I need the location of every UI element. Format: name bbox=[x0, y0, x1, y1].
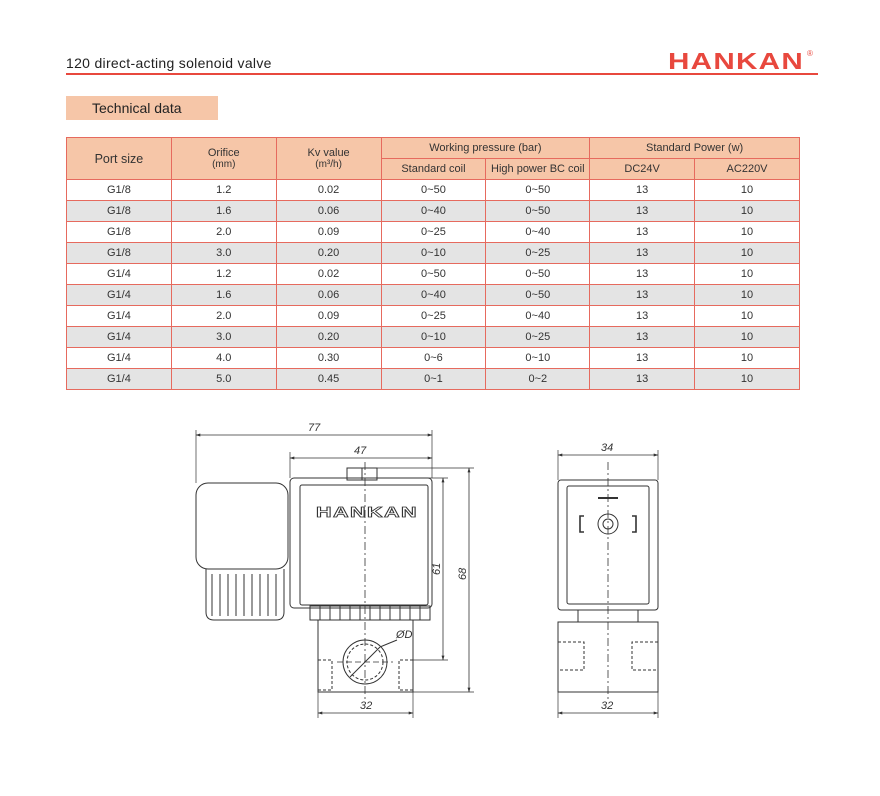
orifice-unit: (mm) bbox=[212, 159, 236, 170]
table-cell: 10 bbox=[695, 285, 800, 306]
table-cell: G1/8 bbox=[67, 180, 172, 201]
table-cell: 10 bbox=[695, 306, 800, 327]
coil-housing bbox=[290, 478, 432, 608]
table-cell: G1/4 bbox=[67, 327, 172, 348]
table-cell: 0~50 bbox=[486, 180, 590, 201]
table-cell: 0~1 bbox=[381, 369, 486, 390]
dim-height-inner: 61 bbox=[431, 562, 443, 575]
side-dim-top-width: 34 bbox=[601, 442, 614, 454]
table-cell: 13 bbox=[590, 369, 695, 390]
table-cell: 0.06 bbox=[276, 285, 381, 306]
connector-plug bbox=[196, 483, 288, 569]
col-ac220v: AC220V bbox=[695, 159, 800, 180]
side-dim-body-width: 32 bbox=[601, 700, 614, 712]
document-title: 120 direct-acting solenoid valve bbox=[66, 55, 272, 71]
registered-mark: ® bbox=[807, 49, 813, 58]
table-cell: 0~10 bbox=[381, 327, 486, 348]
table-cell: 1.6 bbox=[171, 201, 276, 222]
table-cell: 0~25 bbox=[381, 222, 486, 243]
table-cell: 0~25 bbox=[486, 327, 590, 348]
orifice-label: Orifice bbox=[207, 147, 240, 159]
port-diameter-label: ØD bbox=[396, 629, 413, 641]
table-cell: 0.06 bbox=[276, 201, 381, 222]
table-cell: 0.20 bbox=[276, 327, 381, 348]
table-cell: 0~2 bbox=[486, 369, 590, 390]
table-cell: 13 bbox=[590, 201, 695, 222]
table-cell: 10 bbox=[695, 369, 800, 390]
table-cell: 13 bbox=[590, 243, 695, 264]
table-cell: 10 bbox=[695, 264, 800, 285]
side-view bbox=[558, 450, 658, 718]
table-cell: 10 bbox=[695, 222, 800, 243]
dim-coil-width: 47 bbox=[354, 445, 367, 457]
table-cell: 0~50 bbox=[486, 264, 590, 285]
table-cell: 0.45 bbox=[276, 369, 381, 390]
table-cell: 13 bbox=[590, 348, 695, 369]
table-cell: 0~50 bbox=[486, 285, 590, 306]
table-cell: 2.0 bbox=[171, 222, 276, 243]
table-cell: 1.2 bbox=[171, 180, 276, 201]
side-view-labels bbox=[601, 442, 613, 712]
table-cell: G1/8 bbox=[67, 243, 172, 264]
logo-text: HANKAN bbox=[668, 48, 804, 72]
table-cell: 2.0 bbox=[171, 306, 276, 327]
table-cell: 1.2 bbox=[171, 264, 276, 285]
dim-overall-width: 77 bbox=[308, 422, 321, 434]
table-cell: 0.09 bbox=[276, 222, 381, 243]
table-cell: G1/4 bbox=[67, 264, 172, 285]
col-high-power-coil: High power BC coil bbox=[486, 159, 590, 180]
col-port-size: Port size bbox=[67, 138, 172, 180]
table-cell: 0~40 bbox=[486, 306, 590, 327]
table-cell: 0~40 bbox=[381, 285, 486, 306]
table-cell: 3.0 bbox=[171, 243, 276, 264]
table-cell: 0.02 bbox=[276, 180, 381, 201]
coil-brand-label: HANKAN bbox=[316, 504, 418, 521]
table-cell: 13 bbox=[590, 285, 695, 306]
table-cell: G1/8 bbox=[67, 222, 172, 243]
table-cell: 10 bbox=[695, 180, 800, 201]
table-cell: G1/4 bbox=[67, 369, 172, 390]
table-cell: 0.02 bbox=[276, 264, 381, 285]
kv-unit: (m³/h) bbox=[315, 159, 342, 170]
table-cell: G1/4 bbox=[67, 348, 172, 369]
table-cell: 0~10 bbox=[486, 348, 590, 369]
dim-body-width: 32 bbox=[360, 700, 373, 712]
table-cell: 0~10 bbox=[381, 243, 486, 264]
table-cell: 0~40 bbox=[381, 201, 486, 222]
table-cell: 10 bbox=[695, 201, 800, 222]
table-cell: 0~25 bbox=[486, 243, 590, 264]
table-cell: 4.0 bbox=[171, 348, 276, 369]
table-cell: 0.09 bbox=[276, 306, 381, 327]
table-cell: 1.6 bbox=[171, 285, 276, 306]
table-cell: 0~40 bbox=[486, 222, 590, 243]
table-cell: 13 bbox=[590, 222, 695, 243]
table-cell: 13 bbox=[590, 180, 695, 201]
table-cell: 0.20 bbox=[276, 243, 381, 264]
table-cell: G1/8 bbox=[67, 201, 172, 222]
table-cell: 10 bbox=[695, 327, 800, 348]
table-cell: 13 bbox=[590, 264, 695, 285]
section-title: Technical data bbox=[66, 96, 218, 120]
table-cell: 3.0 bbox=[171, 327, 276, 348]
table-cell: 0.30 bbox=[276, 348, 381, 369]
col-working-pressure: Working pressure (bar) bbox=[381, 138, 590, 159]
table-cell: G1/4 bbox=[67, 306, 172, 327]
col-dc24v: DC24V bbox=[590, 159, 695, 180]
table-cell: 13 bbox=[590, 306, 695, 327]
table-cell: 0~6 bbox=[381, 348, 486, 369]
table-cell: 0~50 bbox=[486, 201, 590, 222]
col-standard-power: Standard Power (w) bbox=[590, 138, 800, 159]
table-cell: G1/4 bbox=[67, 285, 172, 306]
table-cell: 0~50 bbox=[381, 264, 486, 285]
table-cell: 10 bbox=[695, 243, 800, 264]
dim-height-overall: 68 bbox=[457, 567, 469, 580]
plug-boot bbox=[206, 569, 284, 620]
kv-label: Kv value bbox=[307, 147, 350, 159]
table-cell: 0~25 bbox=[381, 306, 486, 327]
table-cell: 13 bbox=[590, 327, 695, 348]
col-standard-coil: Standard coil bbox=[381, 159, 486, 180]
table-cell: 5.0 bbox=[171, 369, 276, 390]
table-cell: 0~50 bbox=[381, 180, 486, 201]
table-cell: 10 bbox=[695, 348, 800, 369]
